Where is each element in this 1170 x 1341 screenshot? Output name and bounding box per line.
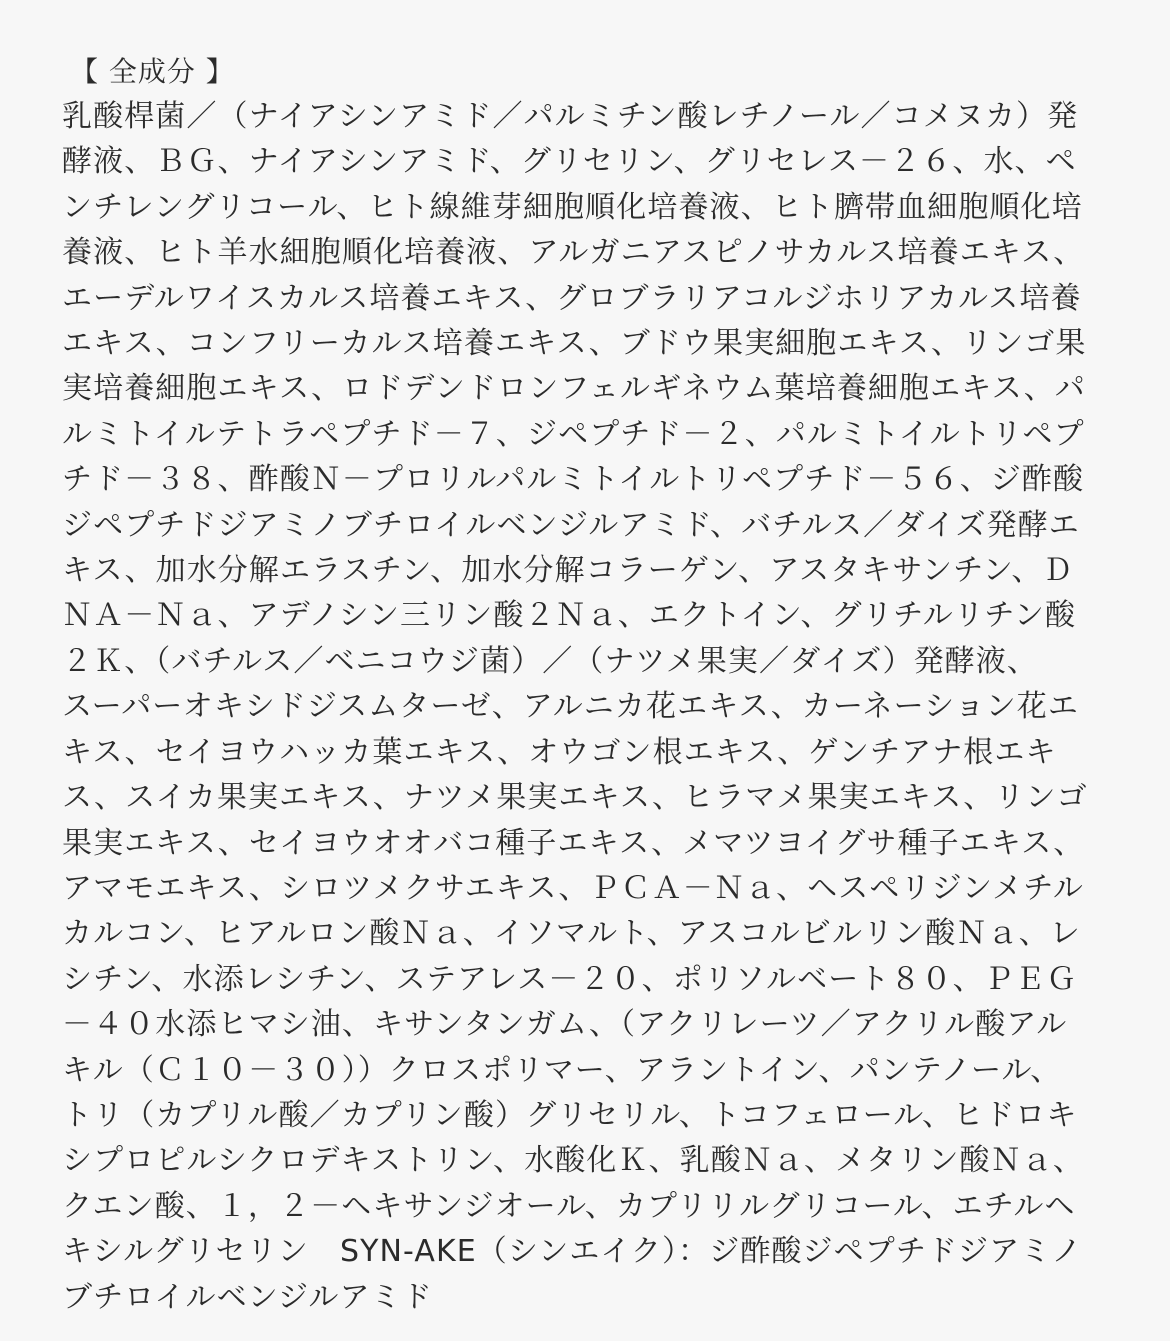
ingredient-line: ルミトイルテトラペプチド－７、ジペプチド－２、パルミトイルトリペプ [62, 416, 1085, 452]
ingredient-line: キシルグリセリン SYN-AKE（シンエイク）：ジ酢酸ジペプチドジアミノ [62, 1234, 1083, 1270]
ingredient-line: エキス、コンフリーカルス培養エキス、ブドウ果実細胞エキス、リンゴ果 [62, 326, 1087, 362]
ingredient-line: 養液、ヒト羊水細胞順化培養液、アルガニアスピノサカルス培養エキス、 [62, 235, 1085, 271]
ingredient-line: －４０水添ヒマシ油、キサンタンガム、（アクリレーツ／アクリル酸アル [62, 1007, 1068, 1043]
ingredient-line: スーパーオキシドジスムターゼ、アルニカ花エキス、カーネーション花エ [62, 689, 1079, 725]
ingredients-heading: 【 全成分 】 [70, 55, 235, 88]
ingredients-list [62, 94, 1110, 1320]
ingredient-line: ２Ｋ、（バチルス／ベニコウジ菌）／（ナツメ果実／ダイズ）発酵液、 [62, 643, 1038, 679]
ingredient-line: 果実エキス、セイヨウオオバコ種子エキス、メマツヨイグサ種子エキス、 [62, 825, 1085, 861]
ingredient-line: キス、加水分解エラスチン、加水分解コラーゲン、アスタキサンチン、Ｄ [62, 553, 1074, 589]
ingredient-line: カルコン、ヒアルロン酸Ｎａ、イソマルト、アスコルビルリン酸Ｎａ、レ [62, 916, 1081, 952]
ingredient-line: エーデルワイスカルス培養エキス、グロブラリアコルジホリアカルス培養 [62, 280, 1082, 316]
ingredient-line: 乳酸桿菌／（ナイアシンアミド／パルミチン酸レチノール／コメヌカ）発 [62, 99, 1079, 134]
ingredient-line: ンチレングリコール、ヒト線維芽細胞順化培養液、ヒト臍帯血細胞順化培 [62, 189, 1083, 225]
ingredient-line: クエン酸、１，２－ヘキサンジオール、カプリリルグリコール、エチルヘ [62, 1188, 1076, 1224]
ingredient-line: 実培養細胞エキス、ロドデンドロンフェルギネウム葉培養細胞エキス、パ [62, 371, 1086, 407]
ingredient-line: キス、セイヨウハッカ葉エキス、オウゴン根エキス、ゲンチアナ根エキ [62, 734, 1057, 770]
ingredient-line: 酵液、ＢＧ、ナイアシンアミド、グリセリン、グリセレス－２６、水、ペ [62, 144, 1077, 180]
ingredient-line: シプロピルシクロデキストリン、水酸化Ｋ、乳酸Ｎａ、メタリン酸Ｎａ、 [62, 1143, 1084, 1179]
ingredient-line: ジペプチドジアミノブチロイルベンジルアミド、バチルス／ダイズ発酵エ [62, 507, 1080, 543]
ingredient-line: トリ（カプリル酸／カプリン酸）グリセリル、トコフェロール、ヒドロキ [62, 1097, 1078, 1133]
ingredient-line: チド－３８、酢酸Ｎ－プロリルパルミトイルトリペプチド－５６、ジ酢酸 [62, 462, 1085, 498]
ingredient-line: シチン、水添レシチン、ステアレス－２０、ポリソルベート８０、ＰＥＧ [62, 961, 1078, 997]
ingredient-line: アマモエキス、シロツメクサエキス、ＰＣＡ－Ｎａ、ヘスペリジンメチル [62, 870, 1084, 906]
ingredient-line: キル（Ｃ１０－３０））クロスポリマー、アラントイン、パンテノール、 [62, 1052, 1062, 1088]
ingredient-line: ブチロイルベンジルアミド [62, 1279, 433, 1315]
ingredient-line: ＮＡ－Ｎａ、アデノシン三リン酸２Ｎａ、エクトイン、グリチルリチン酸 [62, 598, 1077, 634]
ingredient-line: ス、スイカ果実エキス、ナツメ果実エキス、ヒラマメ果実エキス、リンゴ [62, 780, 1088, 816]
